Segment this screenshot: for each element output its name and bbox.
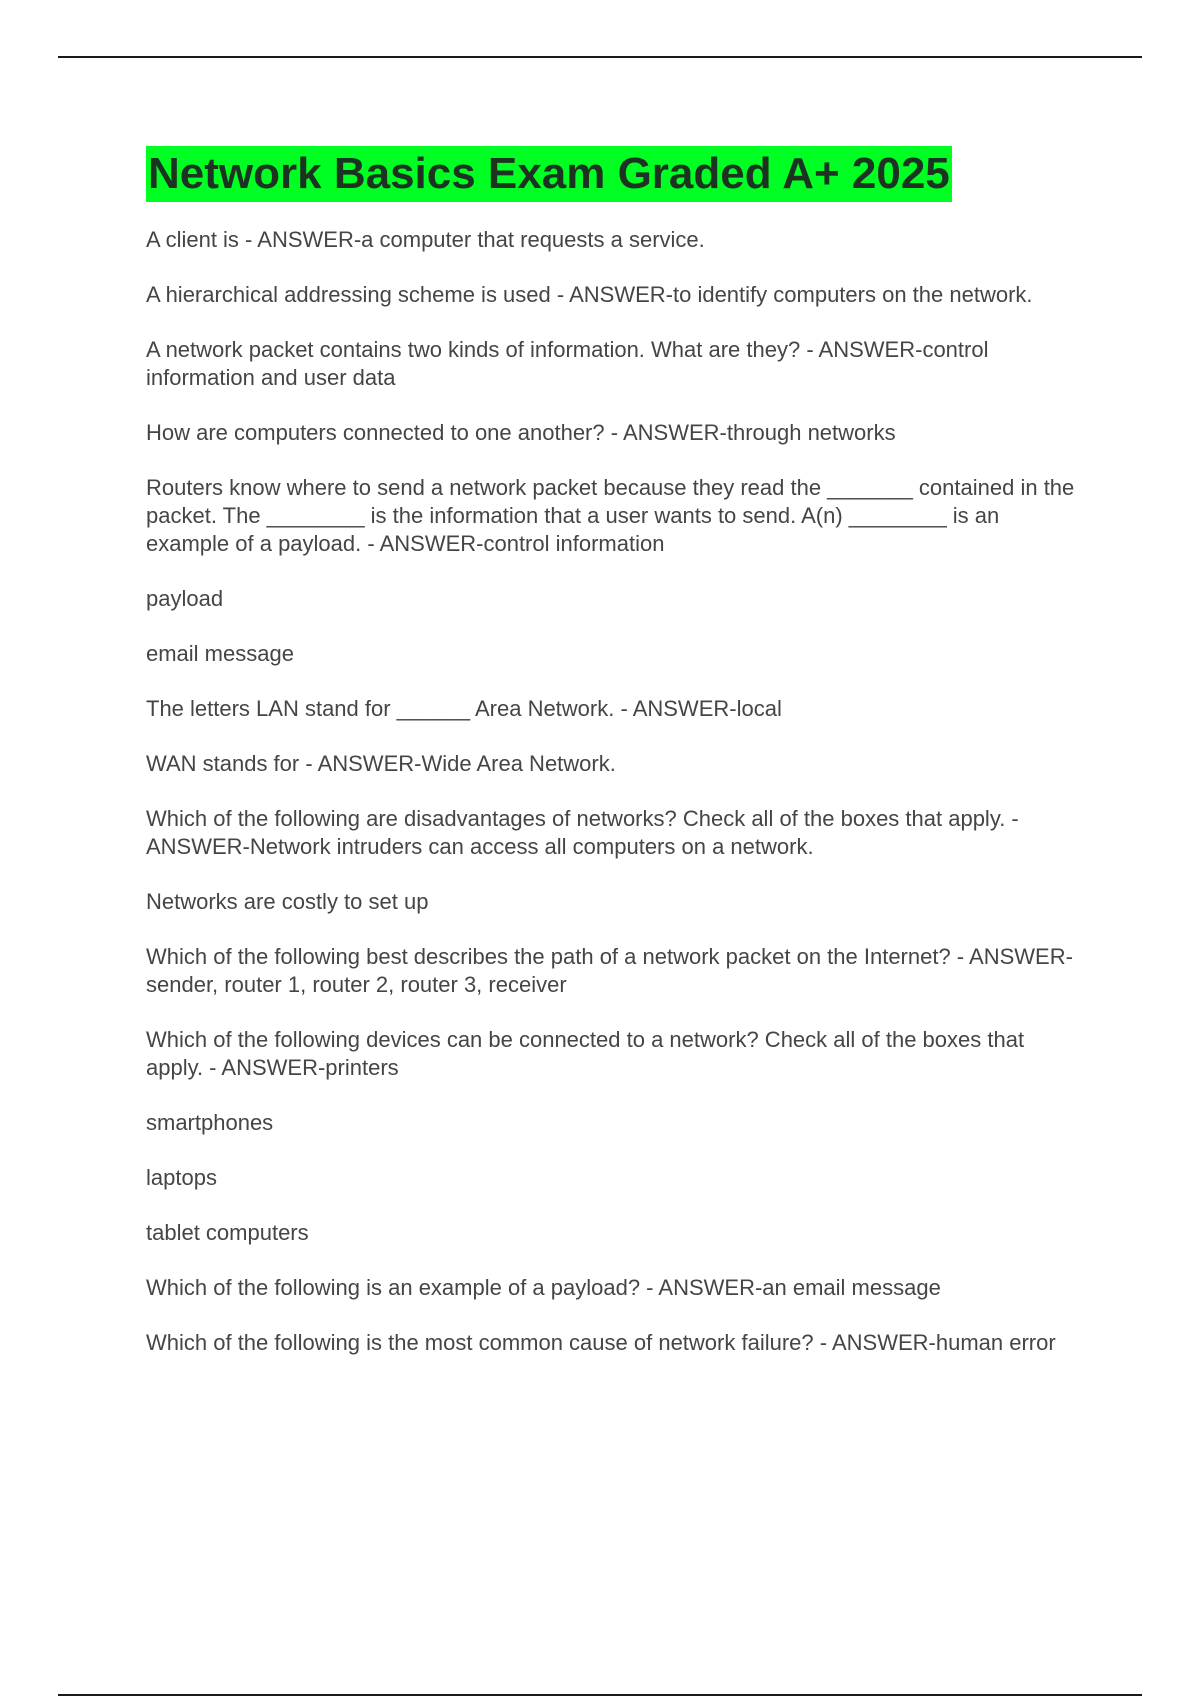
qa-entry: The letters LAN stand for ______ Area Network. - ANSWER-local (146, 696, 782, 721)
qa-entry: Which of the following is an example of a payload? - ANSWER-an email message (146, 1275, 941, 1300)
qa-entry: smartphones (146, 1110, 274, 1135)
qa-entry: A network packet contains two kinds of information. What are they? - ANSWER-control information and user data (146, 337, 989, 390)
qa-entry: payload (146, 586, 224, 611)
qa-entry: tablet computers (146, 1220, 309, 1245)
qa-entry: Routers know where to send a network packet because they read the _______ contained in the packet. The ________ is the information that a user wants to send. A(n) ________ is an example of a payload. - ANSWER-control information (146, 475, 1075, 556)
qa-entry: How are computers connected to one another? - ANSWER-through networks (146, 420, 896, 445)
qa-list (146, 226, 1086, 1357)
qa-entry: WAN stands for - ANSWER-Wide Area Network. (146, 751, 616, 776)
bottom-rule (58, 1694, 1142, 1696)
qa-entry: Which of the following are disadvantages of networks? Check all of the boxes that apply. - ANSWER-Network intruders can access all computers on a network. (146, 806, 1019, 859)
qa-entry: laptops (146, 1165, 217, 1190)
qa-entry: Which of the following best describes the path of a network packet on the Internet? - ANSWER-sender, router 1, router 2, router 3, receiver (146, 944, 1073, 997)
qa-entry: Which of the following devices can be connected to a network? Check all of the boxes that apply. - ANSWER-printers (146, 1027, 1025, 1080)
qa-entry: A hierarchical addressing scheme is used - ANSWER-to identify computers on the network. (146, 282, 1033, 307)
qa-entry: email message (146, 641, 294, 666)
qa-entry: Networks are costly to set up (146, 889, 429, 914)
qa-entry: A client is - ANSWER-a computer that requests a service. (146, 227, 705, 252)
top-rule (58, 56, 1142, 58)
page-title: Network Basics Exam Graded A+ 2025 (146, 146, 952, 202)
page-body (146, 146, 1086, 1384)
qa-entry: Which of the following is the most common cause of network failure? - ANSWER-human error (146, 1330, 1056, 1355)
